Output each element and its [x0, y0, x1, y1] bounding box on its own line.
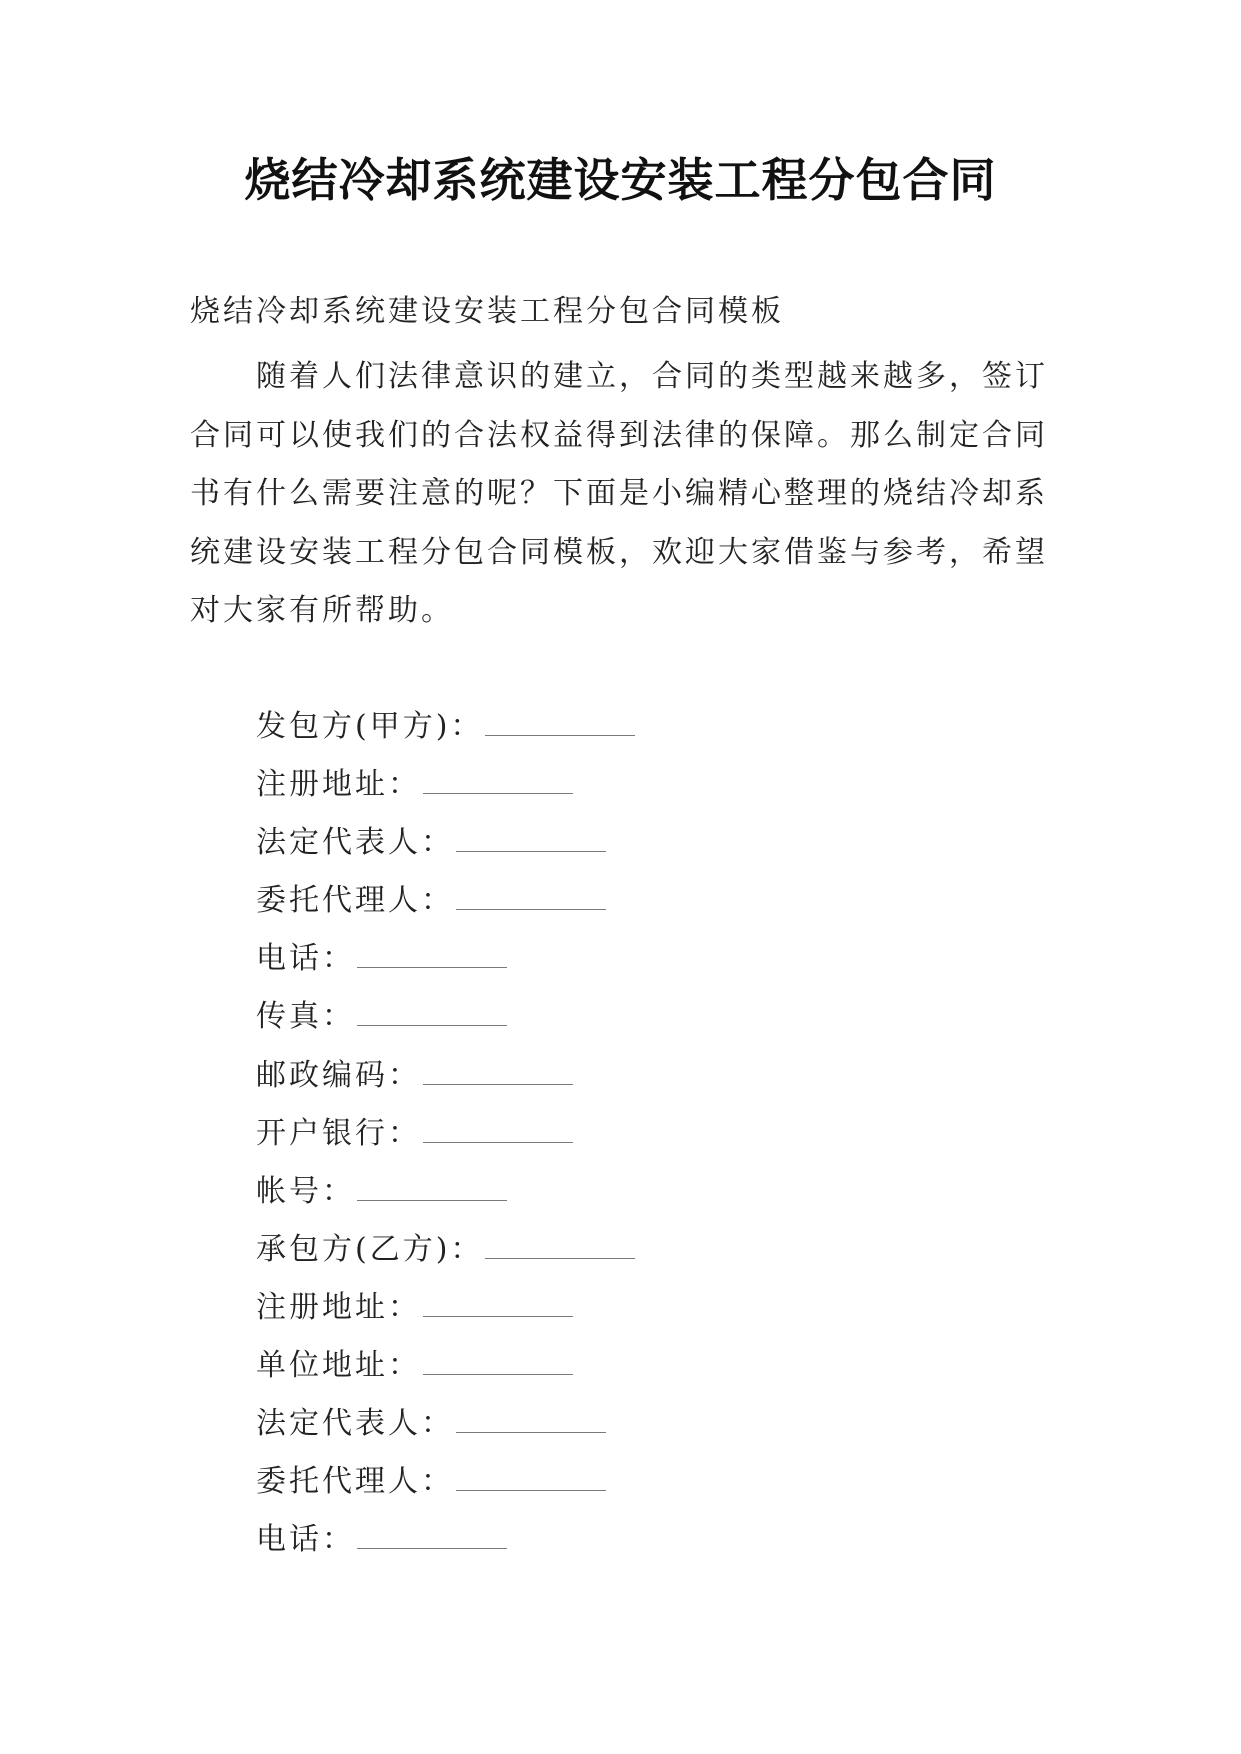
fill-in-blank[interactable] [485, 1236, 635, 1259]
document-subtitle: 烧结冷却系统建设安装工程分包合同模板 [190, 294, 784, 329]
field-party-a-phone [256, 930, 635, 988]
fill-in-blank[interactable] [357, 1003, 507, 1026]
fill-in-blank[interactable] [423, 771, 573, 794]
document-title: 烧结冷却系统建设安装工程分包合同 [244, 153, 997, 207]
field-party-b-unit-address [256, 1337, 635, 1395]
fill-in-blank[interactable] [357, 1526, 507, 1549]
field-label: 法定代表人： [256, 825, 454, 861]
field-party-b-legal-representative [256, 1395, 635, 1453]
field-label: 发包方(甲方)： [256, 709, 484, 744]
fill-in-blank[interactable] [357, 945, 507, 968]
field-label: 电话： [256, 1522, 355, 1558]
field-label: 注册地址： [256, 767, 421, 803]
field-label: 承包方(乙方)： [256, 1231, 484, 1267]
party-info-fields [256, 698, 635, 1569]
fill-in-blank[interactable] [423, 1294, 573, 1317]
field-label: 帐号： [256, 1173, 355, 1209]
fill-in-blank[interactable] [357, 1178, 507, 1201]
field-label: 开户银行： [256, 1115, 421, 1151]
field-label: 注册地址： [256, 1289, 421, 1325]
field-party-b [256, 1221, 635, 1279]
field-party-a-registered-address [256, 756, 635, 814]
fill-in-blank[interactable] [456, 1410, 606, 1433]
fill-in-blank[interactable] [456, 829, 606, 852]
field-party-a [256, 698, 635, 756]
field-party-a-bank [256, 1105, 635, 1163]
field-label: 传真： [256, 999, 355, 1035]
field-party-b-authorized-agent [256, 1453, 635, 1511]
fill-in-blank[interactable] [485, 713, 635, 736]
field-label: 单位地址： [256, 1348, 421, 1384]
field-party-a-fax [256, 988, 635, 1046]
field-party-a-account [256, 1163, 635, 1221]
fill-in-blank[interactable] [423, 1120, 573, 1143]
fill-in-blank[interactable] [456, 1468, 606, 1491]
intro-paragraph: 随着人们法律意识的建立，合同的类型越来越多，签订合同可以使我们的合法权益得到法律的保障。那么制定合同书有什么需要注意的呢？下面是小编精心整理的烧结冷却系统建设安装工程分包合同模板，欢迎大家借鉴与参考，希望对大家有所帮助。 [190, 359, 1048, 628]
fill-in-blank[interactable] [423, 1062, 573, 1085]
field-party-a-legal-representative [256, 814, 635, 872]
field-label: 邮政编码： [256, 1057, 421, 1093]
field-label: 委托代理人： [256, 883, 454, 919]
fill-in-blank[interactable] [423, 1352, 573, 1375]
field-party-a-authorized-agent [256, 872, 635, 930]
field-party-b-registered-address [256, 1279, 635, 1337]
field-label: 法定代表人： [256, 1406, 454, 1442]
field-party-b-phone [256, 1511, 635, 1569]
field-label: 电话： [256, 941, 355, 977]
field-label: 委托代理人： [256, 1464, 454, 1500]
fill-in-blank[interactable] [456, 887, 606, 910]
field-party-a-postal-code [256, 1047, 635, 1105]
